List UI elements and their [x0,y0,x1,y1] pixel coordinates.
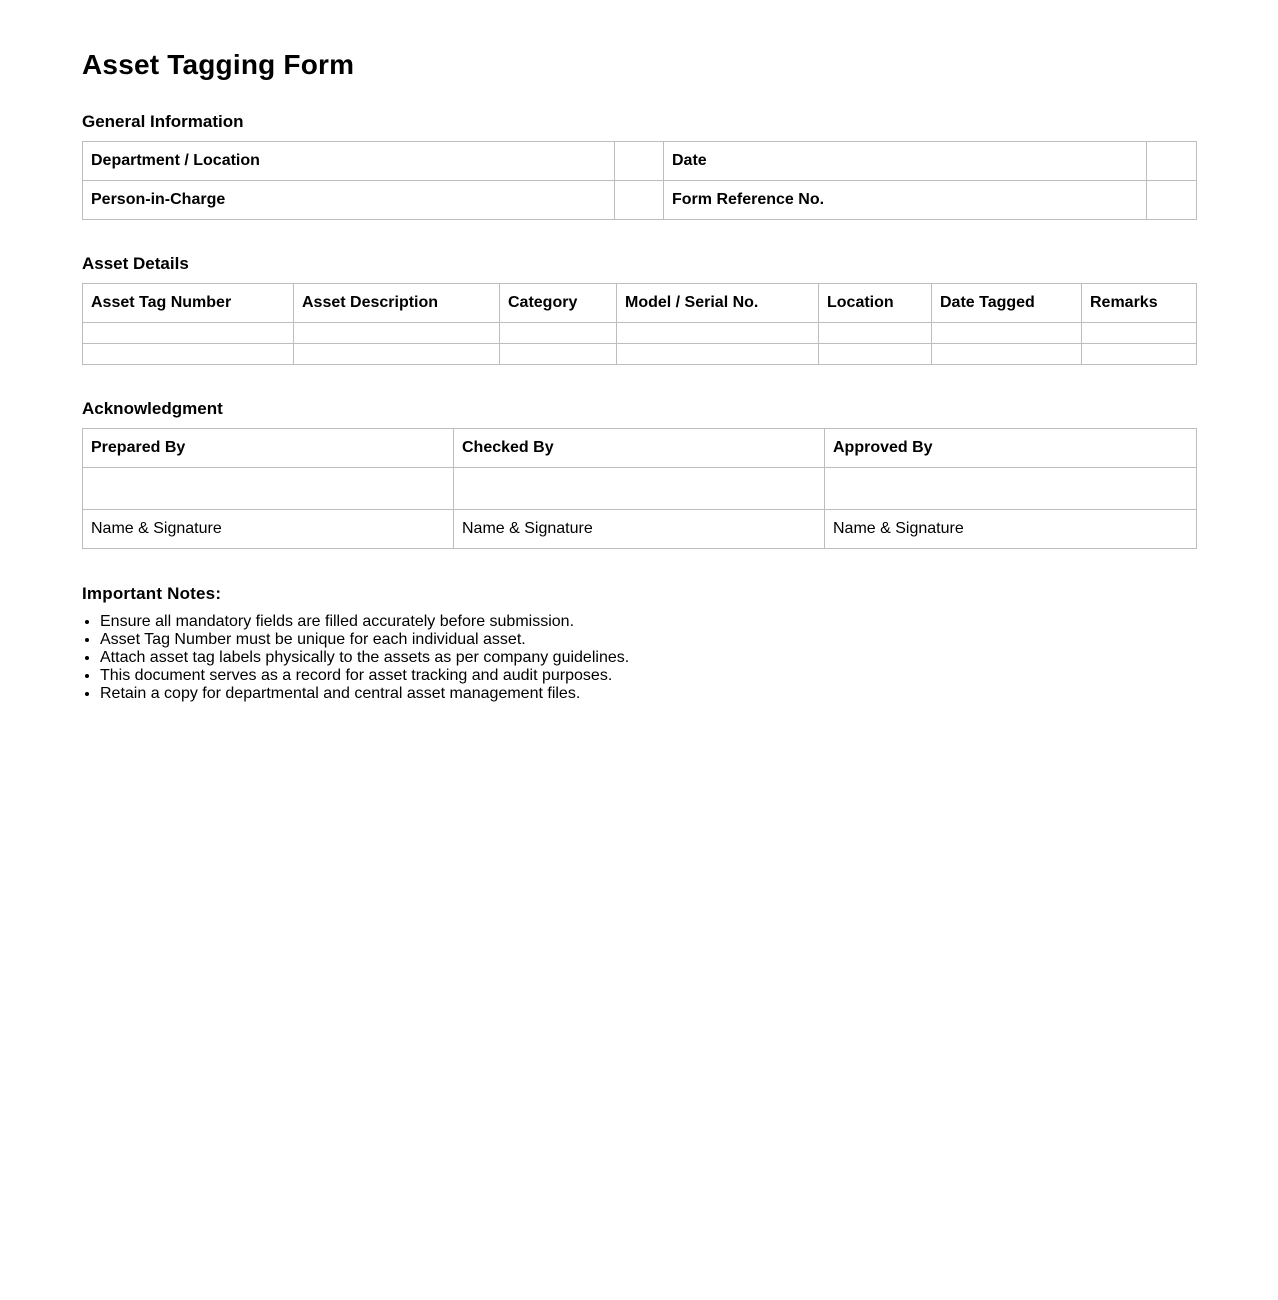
checked-by-signature-field[interactable] [454,468,825,510]
checked-by-name-signature-label: Name & Signature [454,510,825,549]
form-reference-field[interactable] [1147,181,1197,220]
asset-cell[interactable] [819,323,932,344]
person-in-charge-label: Person-in-Charge [83,181,615,220]
asset-cell[interactable] [617,344,819,365]
asset-cell[interactable] [932,323,1082,344]
approved-by-signature-field[interactable] [825,468,1197,510]
asset-cell[interactable] [500,344,617,365]
important-notes-heading: Important Notes: [82,584,222,603]
department-location-field[interactable] [615,142,664,181]
list-item: • Retain a copy for departmental and central asset management files. [100,685,629,703]
asset-cell[interactable] [83,323,294,344]
asset-details-heading: Asset Details [82,254,189,273]
col-model-serial: Model / Serial No. [617,284,819,323]
person-in-charge-field[interactable] [615,181,664,220]
col-remarks: Remarks [1082,284,1197,323]
col-location: Location [819,284,932,323]
asset-cell[interactable] [617,323,819,344]
col-category: Category [500,284,617,323]
list-item: • Ensure all mandatory fields are filled accurately before submission. [100,613,629,631]
asset-cell[interactable] [294,323,500,344]
col-date-tagged: Date Tagged [932,284,1082,323]
list-item: • Attach asset tag labels physically to the assets as per company guidelines. [100,649,629,667]
approved-by-name-signature-label: Name & Signature [825,510,1197,549]
department-location-label: Department / Location [83,142,615,181]
general-information-table [82,141,1197,220]
form-title: Asset Tagging Form [82,49,355,80]
table-header-row [83,429,1197,468]
table-row [83,181,1197,220]
table-header-row [83,284,1197,323]
asset-cell[interactable] [294,344,500,365]
asset-cell[interactable] [819,344,932,365]
asset-cell[interactable] [1082,344,1197,365]
date-field[interactable] [1147,142,1197,181]
asset-cell[interactable] [932,344,1082,365]
acknowledgment-table [82,428,1197,549]
col-asset-description: Asset Description [294,284,500,323]
important-notes-list [82,613,629,703]
list-item: • This document serves as a record for asset tracking and audit purposes. [100,667,629,685]
table-row [83,344,1197,365]
approved-by-label: Approved By [825,429,1197,468]
prepared-by-label: Prepared By [83,429,454,468]
date-label: Date [664,142,1147,181]
table-row [83,323,1197,344]
table-row [83,510,1197,549]
asset-cell[interactable] [83,344,294,365]
col-asset-tag-number: Asset Tag Number [83,284,294,323]
asset-cell[interactable] [500,323,617,344]
form-reference-label: Form Reference No. [664,181,1147,220]
checked-by-label: Checked By [454,429,825,468]
acknowledgment-heading: Acknowledgment [82,399,223,418]
prepared-by-signature-field[interactable] [83,468,454,510]
prepared-by-name-signature-label: Name & Signature [83,510,454,549]
table-row [83,142,1197,181]
general-information-heading: General Information [82,112,244,131]
asset-details-table [82,283,1197,365]
asset-cell[interactable] [1082,323,1197,344]
signature-row [83,468,1197,510]
list-item: • Asset Tag Number must be unique for each individual asset. [100,631,629,649]
